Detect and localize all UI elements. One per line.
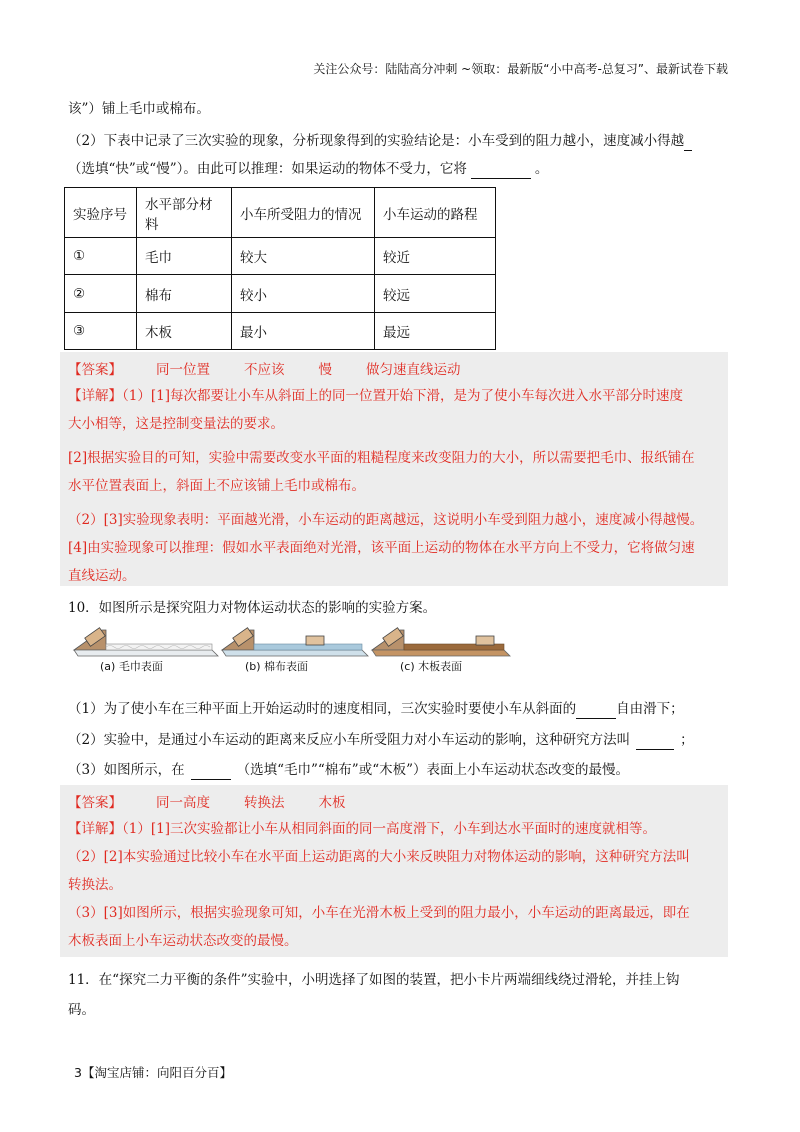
q9-line0: 该”）铺上毛巾或棉布。 bbox=[68, 101, 210, 117]
answer-item: 同一高度 bbox=[156, 795, 210, 811]
q10-blank-3 bbox=[191, 779, 231, 780]
q9-answer-block bbox=[60, 352, 728, 586]
table-cell: ② bbox=[65, 275, 137, 313]
q10-sub3-text: （3）如图所示，在 bbox=[68, 762, 185, 778]
q9-line1 bbox=[68, 131, 692, 151]
answer-item: 木板 bbox=[318, 795, 346, 811]
q10-detail-line: 木板表面上小车运动状态改变的最慢。 bbox=[68, 933, 298, 949]
q9-detail-line: 【详解】（1）[1]每次都要让小车从斜面上的同一位置开始下滑，是为了使小车每次进入水平部分时速度 bbox=[68, 388, 683, 404]
table-header-cell: 实验序号 bbox=[65, 188, 137, 238]
q10-detail-line: （2）[2]本实验通过比较小车在水平面上运动距离的大小来反映阻力对物体运动的影响，这种研究方法叫 bbox=[68, 849, 690, 865]
q9-line2 bbox=[68, 159, 548, 179]
table-cell: 较近 bbox=[375, 238, 496, 275]
q9-blank-1 bbox=[684, 150, 692, 151]
table-cell: 毛巾 bbox=[137, 238, 232, 275]
table-header-cell: 水平部分材料 bbox=[137, 188, 232, 238]
q9-line2-text: （选填“快”或“慢”）。由此可以推理：如果运动的物体不受力，它将 bbox=[68, 161, 467, 177]
ramp-a bbox=[74, 628, 218, 656]
q10-sub1 bbox=[68, 699, 684, 719]
answer-item: 不应该 bbox=[244, 362, 285, 378]
experiment-table bbox=[64, 187, 496, 350]
table-row bbox=[65, 275, 496, 313]
q10-detail-line: 转换法。 bbox=[68, 877, 122, 893]
q9-detail-line: [2]根据实验目的可知，实验中需要改变水平面的粗糙程度来改变阻力的大小，所以需要把毛巾、报纸铺在 bbox=[68, 450, 695, 466]
q10-blank-2 bbox=[636, 749, 674, 750]
q9-blank-2 bbox=[471, 178, 531, 179]
ramp-c bbox=[372, 628, 510, 656]
table-header-cell: 小车运动的路程 bbox=[375, 188, 496, 238]
q10-sub2 bbox=[68, 730, 694, 750]
table-cell: 木板 bbox=[137, 313, 232, 350]
table-cell: ③ bbox=[65, 313, 137, 350]
table-cell: 最小 bbox=[232, 313, 375, 350]
figure-caption-a: (a) 毛巾表面 bbox=[100, 660, 163, 673]
q10-sub1-end: 自由滑下； bbox=[616, 701, 684, 717]
answer-item: 慢 bbox=[318, 362, 332, 378]
table-cell: 最远 bbox=[375, 313, 496, 350]
page-footer: 3【淘宝店铺：向阳百分百】 bbox=[74, 1065, 232, 1080]
q11-line1: 11．在“探究二力平衡的条件”实验中，小明选择了如图的装置，把小卡片两端细线绕过滑轮，并挂上钩 bbox=[68, 972, 680, 988]
answer-label: 【答案】 bbox=[68, 362, 122, 378]
answer-label: 【答案】 bbox=[68, 795, 122, 811]
q9-detail-line: [4]由实验现象可以推理：假如水平表面绝对光滑，该平面上运动的物体在水平方向上不受力，它将做匀速 bbox=[68, 540, 695, 556]
q10-blank-1 bbox=[576, 718, 616, 719]
answer-item: 做匀速直线运动 bbox=[366, 362, 461, 378]
figure-caption-c: (c) 木板表面 bbox=[400, 660, 463, 673]
table-header-cell: 小车所受阻力的情况 bbox=[232, 188, 375, 238]
q10-sub2-text: （2）实验中，是通过小车运动的距离来反应小车所受阻力对小车运动的影响，这种研究方法叫 bbox=[68, 732, 631, 748]
table-cell: 较远 bbox=[375, 275, 496, 313]
q10-sub3 bbox=[68, 760, 629, 780]
table-header-row bbox=[65, 188, 496, 238]
table-cell: 较大 bbox=[232, 238, 375, 275]
figure-caption-b: (b) 棉布表面 bbox=[245, 660, 309, 673]
q9-answer-row bbox=[68, 358, 495, 378]
table-row bbox=[65, 313, 496, 350]
q10-answer-block bbox=[60, 785, 728, 957]
table-cell: 棉布 bbox=[137, 275, 232, 313]
table-cell: ① bbox=[65, 238, 137, 275]
q9-line2-end: 。 bbox=[534, 161, 549, 177]
q11-line2: 码。 bbox=[68, 1002, 95, 1018]
answer-item: 同一位置 bbox=[156, 362, 210, 378]
q10-sub1-text: （1）为了使小车在三种平面上开始运动时的速度相同，三次实验时要使小车从斜面的 bbox=[68, 701, 577, 717]
q9-detail-line: （2）[3]实验现象表明：平面越光滑，小车运动的距离越远，这说明小车受到阻力越小，速度减小得越慢。 bbox=[68, 512, 704, 528]
q10-sub3-end: （选填“毛巾”“棉布”或“木板”）表面上小车运动状态改变的最慢。 bbox=[236, 762, 630, 778]
table-cell: 较小 bbox=[232, 275, 375, 313]
q10-detail-line: （3）[3]如图所示，根据实验现象可知，小车在光滑木板上受到的阻力最小，小车运动的距离最远，即在 bbox=[68, 905, 690, 921]
q9-detail-line: 大小相等，这是控制变量法的要求。 bbox=[68, 416, 284, 432]
q10-answer-row bbox=[68, 791, 380, 811]
q9-detail-line: 直线运动。 bbox=[68, 568, 136, 584]
table-row bbox=[65, 238, 496, 275]
q10-sub2-end: ； bbox=[680, 732, 694, 748]
q9-detail-line: 水平位置表面上，斜面上不应该铺上毛巾或棉布。 bbox=[68, 478, 365, 494]
page-header: 关注公众号：陆陆高分冲刺 ~领取：最新版“小中高考-总复习”、最新试卷下载 bbox=[313, 62, 728, 76]
q10-detail-line: 【详解】（1）[1]三次实验都让小车从相同斜面的同一高度滑下，小车到达水平面时的速度就相等。 bbox=[68, 821, 656, 837]
answer-item: 转换法 bbox=[244, 795, 285, 811]
q9-line1-text: （2）下表中记录了三次实验的现象，分析现象得到的实验结论是：小车受到的阻力越小，速度减小得越 bbox=[68, 133, 685, 149]
ramp-b bbox=[222, 628, 368, 656]
q10-stem: 10．如图所示是探究阻力对物体运动状态的影响的实验方案。 bbox=[68, 600, 437, 616]
